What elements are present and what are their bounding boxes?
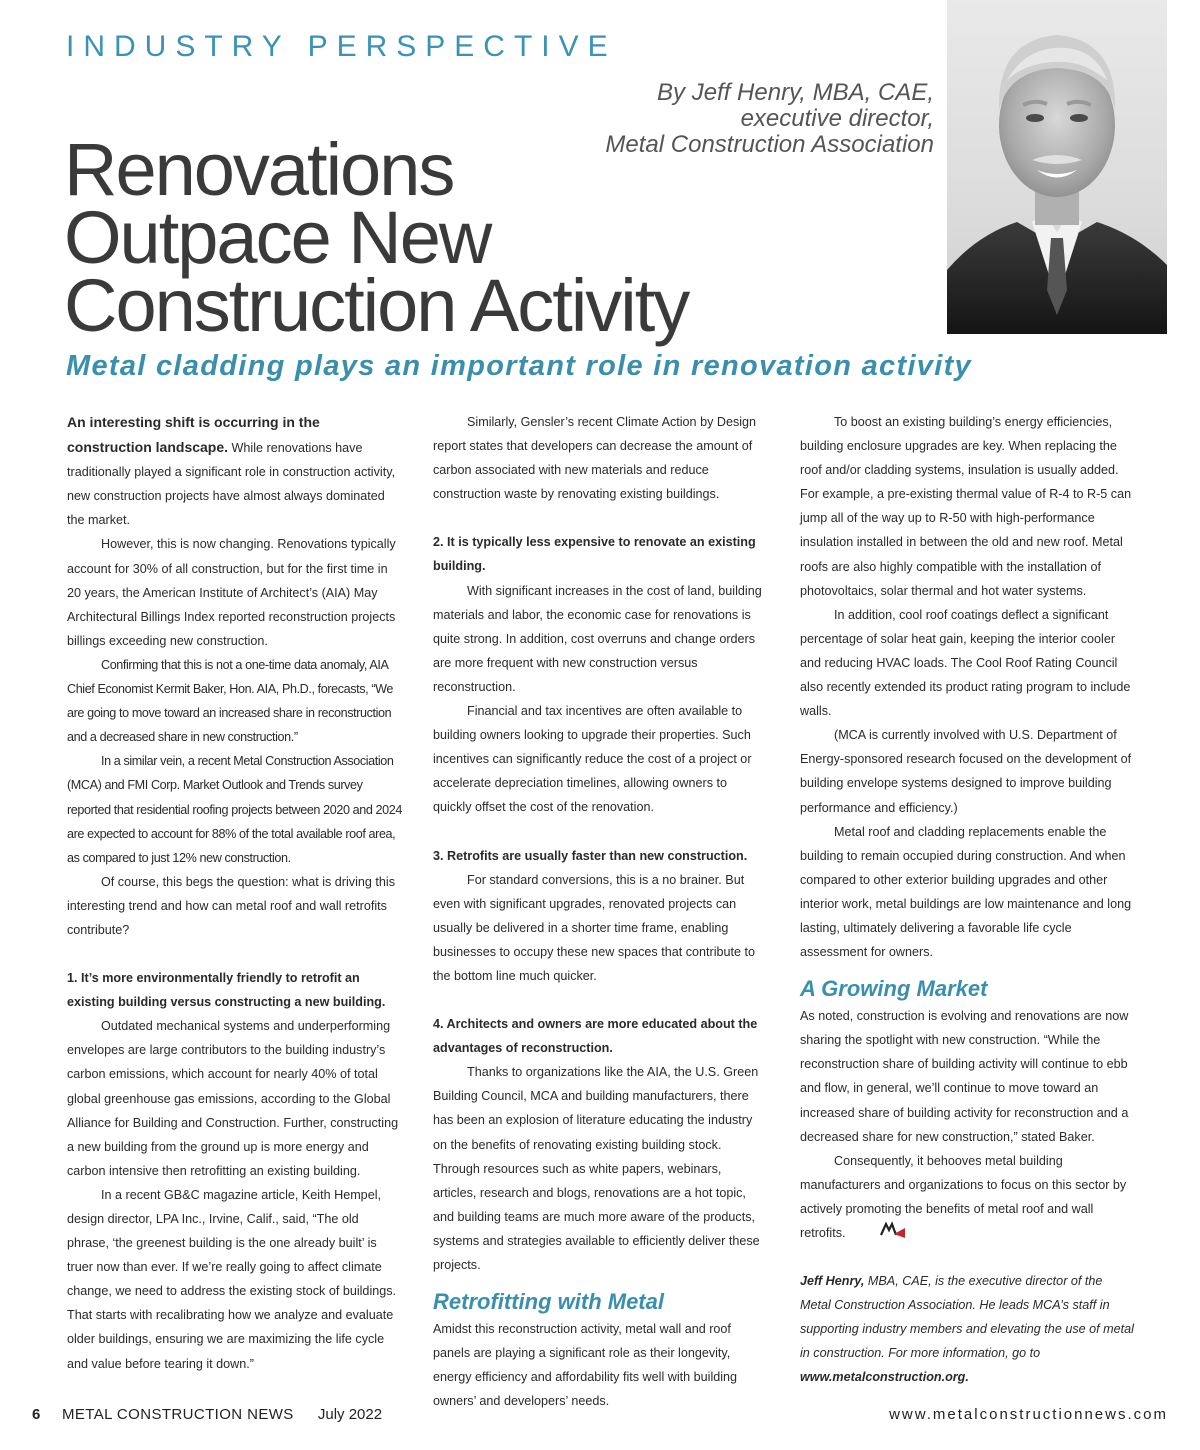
bio-text: MBA, CAE, is the executive director of the Metal Construction Association. He leads MCA’s staff in supporting industry members and elevating the use of metal in construction. For more information, go to	[800, 1274, 1134, 1361]
paragraph: However, this is now changing. Renovations typically account for 30% of all construction, but for the first time in 20 years, the American Institute of Architect’s (AIA) May Architectural Billings Index reported reconstruction projects billings exceeding new construction.	[67, 537, 396, 648]
numbered-heading: 2. It is typically less expensive to renovate an existing building.	[433, 535, 756, 574]
bio-name: Jeff Henry,	[800, 1274, 865, 1289]
paragraph: In a recent GB&C magazine article, Keith Hempel, design director, LPA Inc., Irvine, Calif., said, “The old phrase, ‘the greenest building is the one already built’ is truer now than ever. If we’re really going to affect climate change, we need to address the existing stock of buildings. That starts with recalibrating how we analyze and evaluate older buildings, ensuring we are maximizing the life cycle and value before tearing it down.”	[67, 1187, 397, 1371]
footer-website[interactable]: www.metalconstructionnews.com	[889, 1406, 1168, 1423]
footer-publication	[62, 1406, 382, 1423]
subheadline: Metal cladding plays an important role in renovation activity	[66, 350, 972, 382]
paragraph: In a similar vein, a recent Metal Construction Association (MCA) and FMI Corp. Market Outlook and Trends survey reported that residential roofing projects between 2020 and 2024 are expected to account for 88% of the total available roof area, as compared to just 12% new construction.	[67, 754, 402, 865]
byline-line: By Jeff Henry, MBA, CAE,	[657, 79, 934, 106]
paragraph: Amidst this reconstruction activity, metal wall and roof panels are playing a significant role as their longevity, energy efficiency and affordability fits well with building owners’ and developers’ needs.	[433, 1322, 738, 1409]
section-heading: A Growing Market	[800, 976, 988, 1002]
paragraph: Financial and tax incentives are often available to building owners looking to upgrade their properties. Such incentives can significantly reduce the cost of a project or accelerate depreciation timelines, allowing owners to quickly offset the cost of the renovation.	[433, 704, 752, 815]
paragraph: Similarly, Gensler’s recent Climate Action by Design report states that developers can decrease the amount of carbon associated with new materials and reduce construction waste by renovating existing buildings.	[433, 415, 757, 502]
closing-paragraph	[800, 1149, 1135, 1245]
author-bio	[800, 1269, 1135, 1389]
paragraph: Thanks to organizations like the AIA, the U.S. Green Building Council, MCA and building manufacturers, there has been an explosion of literature educating the industry on the benefits of renovating existing building stock. Through resources such as white papers, webinars, articles, research and blogs, renovations are a hot topic, and building teams are much more aware of the products, systems and strategies available to efficiently deliver these projects.	[433, 1065, 760, 1272]
paragraph: Of course, this begs the question: what is driving this interesting trend and how can metal roof and wall retrofits contribute?	[67, 874, 396, 937]
paragraph: For standard conversions, this is a no brainer. But even with significant upgrades, renovated projects can usually be delivered in a shorter time frame, enabling businesses to occupy these new spaces that contribute to the bottom line much quicker.	[433, 872, 756, 983]
paragraph: In addition, cool roof coatings deflect a significant percentage of solar heat gain, keeping the interior cooler and reducing HVAC loads. The Cool Roof Rating Council also recently extended its product rating program to include walls.	[800, 607, 1131, 719]
numbered-heading: 3. Retrofits are usually faster than new construction.	[433, 848, 748, 863]
lead-rest: While renovations have traditionally played a significant role in construction activity, new construction projects have almost always dominated the market.	[67, 441, 396, 528]
section-label: INDUSTRY PERSPECTIVE	[66, 30, 617, 63]
paragraph: With significant increases in the cost of land, building materials and labor, the economic case for renovations is quite strong. In addition, cost overruns and change orders are more frequent with new construction versus reconstruction.	[433, 583, 762, 694]
numbered-heading: 1. It’s more environmentally friendly to retrofit an existing building versus constructing a new building.	[67, 971, 386, 1010]
bio-link[interactable]: www.metalconstruction.org.	[800, 1370, 969, 1385]
lead-bold: An interesting shift is occurring in the construction landscape.	[67, 414, 320, 456]
mca-logo-icon	[846, 1221, 872, 1239]
paragraph: (MCA is currently involved with U.S. Department of Energy-sponsored research focused on the development of building envelope systems designed to improve building performance and efficiency.)	[800, 728, 1132, 815]
author-portrait-illustration	[947, 0, 1167, 334]
author-photo	[947, 0, 1167, 334]
page-number: 6	[32, 1406, 41, 1423]
article-column-2	[433, 410, 768, 1413]
paragraph: To boost an existing building’s energy efficiencies, building enclosure upgrades are key. When replacing the roof and/or cladding systems, insulation is usually added. For example, a pre-existing thermal value of R-4 to R-5 can jump all of the way up to R-50 with high-performance insulation installed in between the old and new roof. Metal roofs are also highly compatible with the installation of photovoltaics, solar thermal and hot water systems.	[800, 415, 1132, 598]
article-column-3	[800, 410, 1135, 1390]
headline-line: Outpace New	[64, 196, 491, 279]
paragraph: As noted, construction is evolving and renovations are now sharing the spotlight with new construction. “While the reconstruction share of building activity will continue to ebb and flow, in general, we’ll continue to move toward an increased share of building activity for reconstruction and a decreased share for new construction,” stated Baker.	[800, 1009, 1129, 1144]
article-column-1	[67, 410, 403, 1376]
numbered-heading: 4. Architects and owners are more educated about the advantages of reconstruction.	[433, 1017, 758, 1056]
paragraph: Confirming that this is not a one-time data anomaly, AIA Chief Economist Kermit Baker, Hon. AIA, Ph.D., forecasts, “We are going to move toward an increased share in reconstruction and a decreased share in new construction.”	[67, 657, 394, 745]
paragraph: Metal roof and cladding replacements enable the building to remain occupied during construction. And when compared to other exterior building upgrades and other interior work, metal buildings are low maintenance and long lasting, ultimately delivering a favorable life cycle assessment for owners.	[800, 824, 1132, 960]
footer-date: July 2022	[317, 1406, 383, 1423]
byline-line: executive director,	[740, 105, 934, 132]
headline	[64, 128, 689, 347]
byline-line: Metal Construction Association	[605, 131, 934, 158]
closing-text: Consequently, it behooves metal building manufacturers and organizations to focus on this sector by actively promoting the benefits of metal roof and wall retrofits.	[800, 1153, 1127, 1240]
headline-line: Construction Activity	[64, 264, 689, 347]
section-heading: Retrofitting with Metal	[433, 1289, 664, 1315]
headline-line: Renovations	[64, 128, 454, 211]
lead-paragraph	[67, 410, 403, 532]
footer-magazine: METAL CONSTRUCTION NEWS	[62, 1406, 294, 1423]
paragraph: Outdated mechanical systems and underperforming envelopes are large contributors to the building industry’s carbon emissions, which account for nearly 40% of total global greenhouse gas emissions, according to the Global Alliance for Building and Construction. Further, constructing a new building from the ground up is more energy and carbon intensive then retrofitting an existing building.	[67, 1019, 399, 1178]
